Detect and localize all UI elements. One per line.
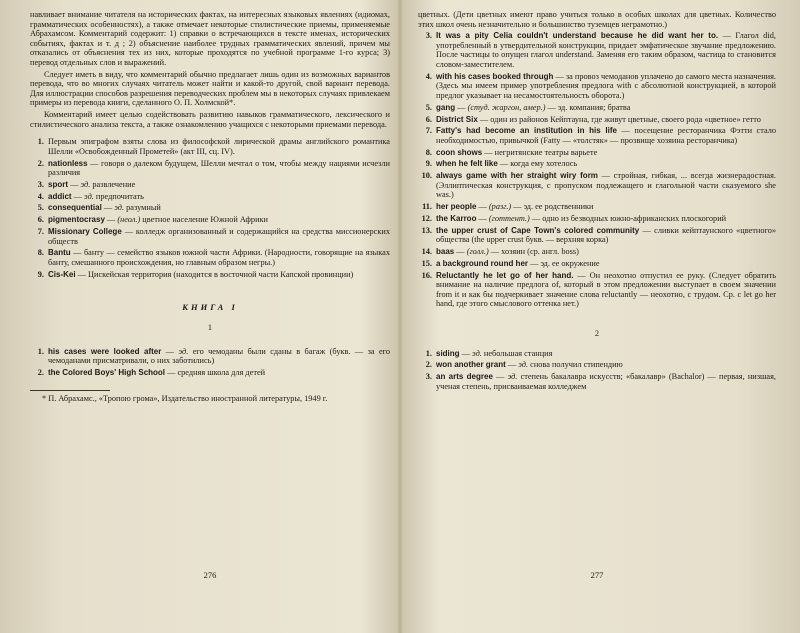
note-number: 6. [37, 215, 44, 225]
note-text: Первым эпиграфом взяты слова из философской лирической драмы английского романтика Шелли «Освобожденный Прометей» (акт III, сц. IV). [48, 137, 390, 156]
note-item [30, 347, 390, 366]
note-number: 10. [421, 171, 432, 181]
note-term: District Six [436, 114, 478, 124]
note-number: 3. [425, 372, 432, 382]
right-page [418, 10, 776, 625]
note-text: — стройная, гибкая, ... всегда жизнерадостная. (Эллиптическая конструкция, с пропуском подлежащего и глагольной части сказуемого she was.) [436, 171, 776, 200]
note-body: his cases were looked after — эд. его чемоданы были сданы в багаж (букв. — за его чемоданами присматривали, о них заботились) [48, 346, 390, 366]
chapter-notes-list [418, 349, 776, 392]
note-number: 6. [425, 114, 432, 124]
continued-note: цветных. (Дети цветных имеют право учиться только в особых школах для цветных. Количество этих школ очень незначительно и большинство туземцев неграмотно.) [418, 10, 776, 29]
note-number: 8. [425, 147, 432, 157]
note-label: (неол.) [117, 215, 141, 225]
note-term: with his cases booked through [436, 71, 554, 81]
note-item [30, 192, 390, 202]
note-item [418, 171, 776, 200]
left-page [30, 10, 390, 625]
note-number: 7. [37, 227, 44, 236]
note-number: 8. [37, 248, 44, 258]
note-text: — Глагол did, употребленный в утвердительной конструкции, придает эмфатическое звучание предложению. После частицы to опущен глагол understand. Заменяя его таким образом, частица to становится словом-заместителем. [436, 31, 776, 69]
note-text: степень бакалавра искусств; «бакалавр» (Bachalor) — первая, низшая, ученая степень, присваиваемая колледжем [436, 372, 776, 391]
note-text: — когда ему хотелось [497, 159, 578, 169]
note-item [418, 148, 776, 158]
note-text: — эд. ее родственники [511, 202, 594, 212]
note-body [436, 115, 776, 125]
note-item [418, 247, 776, 257]
note-term: won another grant [436, 360, 506, 370]
note-term: Fatty's had become an institution in his life [436, 126, 617, 136]
note-number: 9. [425, 159, 432, 169]
note-term: Missionary College [48, 227, 122, 236]
note-label: (голл.) [466, 247, 489, 257]
note-body [436, 72, 776, 101]
note-term: Bantu [48, 248, 71, 258]
note-body [48, 227, 390, 246]
note-term: the Karroo [436, 213, 477, 223]
note-term: her people [436, 202, 477, 212]
note-text: — колледж организованный и содержащийся на средства миссионерских обществ [48, 227, 390, 246]
chapter-notes-list [30, 347, 390, 378]
note-text: — средняя школа для детей [165, 367, 266, 377]
note-item [418, 115, 776, 125]
note-number: 5. [425, 102, 432, 112]
note-body: won another grant — эд. снова получил стипендию [436, 360, 623, 370]
note-text: — одно из безводных южно-африканских плоскогорий [529, 213, 727, 223]
note-item [418, 214, 776, 224]
page-number: 276 [203, 570, 217, 581]
note-text: цветное население Южной Африки [140, 215, 268, 225]
chapter-number: 2 [594, 329, 600, 339]
note-item [30, 137, 390, 156]
footnote: * П. Абрахамс., «Тропою грома», Издательство иностранной литературы, 1949 г. [42, 393, 328, 403]
note-text: — негритянские театры варьете [482, 147, 598, 157]
note-label: эд. [178, 346, 189, 356]
note-text: снова получил стипендию [528, 360, 623, 370]
note-item [418, 360, 776, 370]
note-body [48, 137, 390, 156]
note-term: baas [436, 247, 455, 257]
note-item [418, 259, 776, 269]
note-text: — Цискейская территория (находится в восточной части Капской провинции) [75, 269, 354, 279]
note-number: 3. [37, 179, 44, 189]
note-text: — за провоз чемоданов уплачено до самого места назначения.(Здесь мы имеем пример употребления предлога with с абсолютной конструкцией, в которой предлог указывает на несамостоятельность оборота.) [436, 71, 776, 100]
note-item [418, 126, 776, 145]
note-term: when he felt like [436, 159, 498, 169]
footnote-divider [30, 390, 110, 391]
note-text: — эд. компания; братва [545, 102, 631, 112]
note-body [436, 226, 776, 245]
intro-paragraph: Комментарий имеет целью содействовать развитию навыков грамматического, лексического и стилистического анализа текста, а также ознакомлению учащихся с некоторыми приемами перевода. [30, 109, 390, 129]
note-number: 16. [421, 270, 432, 280]
note-number: 2. [37, 158, 44, 168]
page-number: 277 [590, 570, 604, 581]
note-text: — Он неохотно отпустил ее руку. (Следует обратить внимание на наличие предлога of, который в этом предложении выступает в своем значении from it и как бы подчеркивает значение слова reluctantly — неохотно, с трудом. Ср. с let go her hand, где этого смыслового оттенка нет.) [436, 270, 776, 309]
note-body: baas — (голл.) — хозяин (ср. англ. boss) [436, 247, 579, 257]
note-label: эд. [472, 348, 482, 358]
note-term: coon shows [436, 147, 483, 157]
note-number: 2. [425, 360, 432, 370]
note-item [30, 203, 390, 213]
note-text: — сливки кейптаунского «цветного» общества (the upper crust букв. — верхняя корка) [436, 225, 776, 245]
note-body [436, 259, 776, 269]
note-term: the upper crust of Cape Town's colored community [436, 225, 640, 235]
note-number: 13. [421, 225, 432, 235]
note-body [436, 159, 776, 169]
note-number: 15. [421, 258, 432, 268]
note-label: (разг.) [488, 202, 512, 212]
note-item [418, 159, 776, 169]
note-body [48, 248, 390, 267]
intro-paragraph: Следует иметь в виду, что комментарий обычно предлагает лишь один из возможных вариантов перевода, что во многих случаях читатель может найти и какой-то другой, свой вариант перевода. Для иллюстрации способов разрешения переводческих проблем мы в некоторых случаях привлекаем примеры из перевода книги, сделанного О. П. Холмской*. [30, 69, 390, 108]
note-body [48, 159, 390, 178]
note-number: 3. [425, 31, 432, 41]
note-item [418, 103, 776, 113]
note-term: Cis-Kei [48, 269, 76, 279]
note-number: 7. [425, 126, 432, 136]
note-body [436, 148, 776, 158]
note-item [30, 248, 390, 267]
note-number: 11. [422, 202, 432, 212]
note-label: (готтент.) [488, 213, 530, 223]
note-label: эд. [80, 179, 91, 189]
note-term: siding [436, 348, 460, 358]
note-number: 4. [37, 191, 44, 201]
note-number: 5. [37, 203, 44, 213]
note-text: разумный [124, 203, 161, 213]
note-term: It was a pity Celia couldn't understand because he did want her to. [436, 31, 719, 41]
note-label: эд. [114, 203, 125, 213]
note-label: эд. [518, 360, 529, 370]
note-number: 14. [421, 247, 432, 257]
notes-list [30, 137, 390, 279]
note-text: небольшая станция [481, 348, 553, 358]
chapter-number: 1 [207, 322, 213, 332]
note-item [418, 226, 776, 245]
note-term: a background round her [436, 258, 529, 268]
note-number: 1. [425, 348, 432, 358]
note-body: pigmentocrasy — (неол.) цветное население Южной Африки [48, 215, 268, 225]
note-term: the Colored Boys' High School [48, 367, 166, 377]
note-text: — эд. ее окружение [528, 258, 600, 268]
note-term: his cases were looked after [48, 346, 162, 356]
note-body: the Karroo — (готтент.) — одно из безводных южно-африканских плоскогорий [436, 213, 727, 223]
note-body: an arts degree — эд. степень бакалавра искусств; «бакалавр» (Bachalor) — первая, низшая, ученая степень, присваиваемая колледжем [436, 372, 776, 391]
note-item [418, 202, 776, 212]
note-term: nationless [48, 158, 88, 168]
note-body [436, 126, 776, 145]
note-term: consequential [48, 203, 102, 213]
note-label: (студ. жаргон, амер.) [467, 102, 546, 112]
note-number: 1. [37, 346, 44, 356]
note-body [48, 368, 390, 378]
note-item [418, 349, 776, 359]
note-body: siding — эд. небольшая станция [436, 348, 553, 358]
note-body [436, 271, 776, 309]
note-body [48, 270, 390, 280]
note-item [418, 372, 776, 391]
note-text: развлечение [90, 179, 136, 189]
intro-paragraph: навливает внимание читателя на исторических фактах, на интересных языковых явлениях (идиомах, грамматических особенностях), а также отмечает некоторые стилистические приемы, применяемые Абрахамсом. Комментарий содержит: 1) справки о встречающихся в тексте именах, исторических событиях, фактах и т. д ; 2) объяснение наиболее трудных грамматических явлений, причем мы отказались от объяснения тех из них, которые проходятся по учебной программе 1-го курса; 3) перевод отдельных слов и выражений. [30, 10, 390, 67]
note-body [436, 31, 776, 69]
note-text: — хозяин (ср. англ. boss) [488, 247, 579, 257]
note-text: — один из районов Кейптауна, где живут цветные, своего рода «цветное» гетто [477, 114, 761, 124]
note-number: 9. [37, 269, 44, 279]
note-term: sport [48, 179, 68, 189]
note-term: pigmentocrasy [48, 215, 105, 225]
note-item [30, 180, 390, 190]
note-item [30, 368, 390, 378]
book-heading: КНИГА I [182, 302, 238, 313]
note-number: 12. [421, 213, 432, 223]
note-text: — банту — семейство языков южной части Африки. (Народности, говорящие на языках банту, смешанного происхождения, но главным образом негры.) [48, 248, 390, 267]
note-text: — говоря о далеком будущем, Шелли мечтал о том, чтобы между нациями исчезли различия [48, 158, 390, 178]
note-item [30, 215, 390, 225]
note-text: его чемоданы были сданы в багаж (букв. — за его чемоданами присматривали, о них заботились) [48, 346, 390, 366]
note-number: 2. [37, 367, 44, 377]
note-number: 1. [37, 137, 44, 147]
note-body: gang — (студ. жаргон, амер.) — эд. компания; братва [436, 102, 631, 112]
notes-list [418, 31, 776, 309]
note-number: 4. [425, 71, 432, 81]
note-body: consequential — эд. разумный [48, 203, 161, 213]
note-term: gang [436, 102, 456, 112]
note-text: — посещение ресторанчика Фэтти стало необходимостью, привычкой (Fatty — «толстяк» — прозвище хозяина ресторанчика) [436, 126, 777, 145]
note-item [418, 72, 776, 101]
note-label: эд. [507, 372, 518, 382]
note-text: предпочитать [93, 191, 144, 201]
note-item [30, 270, 390, 280]
note-item [30, 227, 390, 246]
note-body: her people — (разг.) — эд. ее родственники [436, 202, 594, 212]
note-term: an arts degree [436, 372, 493, 382]
note-label: эд. [84, 191, 94, 201]
note-term: Reluctantly he let go of her hand. [436, 270, 574, 280]
note-term: always game with her straight wiry form [436, 171, 598, 181]
note-body: sport — эд. развлечение [48, 179, 136, 189]
note-body [436, 171, 776, 200]
note-term: addict [48, 191, 72, 201]
note-item [418, 271, 776, 309]
note-item [418, 31, 776, 69]
note-item [30, 159, 390, 178]
note-body: addict — эд. предпочитать [48, 191, 144, 201]
